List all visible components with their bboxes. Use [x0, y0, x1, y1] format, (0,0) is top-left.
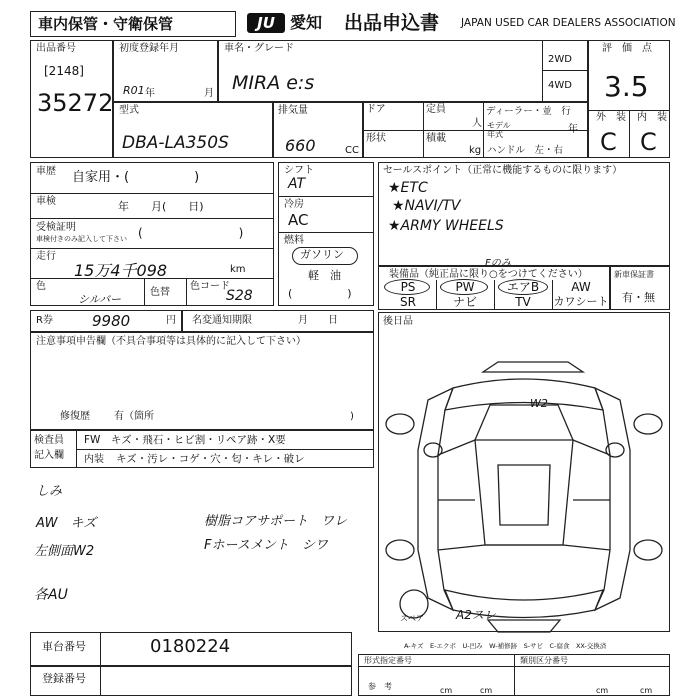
sales-label: セールスポイント（正常に機能するものに限ります） — [383, 165, 623, 176]
color-label: 色 — [36, 281, 46, 292]
drive-divider — [542, 40, 543, 102]
lot-sub: [2148] — [44, 64, 84, 78]
notice-label: 名変通知期限 — [192, 315, 252, 326]
lot-label: 出品番号 — [36, 43, 76, 54]
region-label: 愛知 — [290, 13, 323, 32]
unit-cm-2: cm — [480, 686, 493, 695]
int-label: 内 装 — [637, 112, 667, 123]
wheel-fl — [386, 414, 414, 434]
inspector-row-1: FW キズ・飛石・ヒビ割・リペア跡・X要 — [84, 434, 286, 446]
wheel-fr — [634, 414, 662, 434]
drive-2wd: 2WD — [548, 54, 572, 65]
ac-label: 冷房 — [284, 199, 304, 210]
note-line-1: しみ — [36, 484, 63, 499]
recycle-unit: 円 — [166, 315, 176, 326]
spare-label: スペア — [400, 614, 424, 623]
mech-hline-2 — [278, 232, 374, 233]
color-change-label: 色替 — [150, 287, 170, 298]
category-label: 類別区分番号 — [520, 656, 568, 665]
shift-value: AT — [288, 176, 306, 192]
sales-point-3: ★ARMY WHEELS — [388, 218, 504, 234]
shape-label: 形状 — [366, 133, 386, 144]
spec-vline-1 — [423, 102, 424, 158]
handle-label: ハンドル 左・右 — [487, 145, 564, 156]
association-name: JAPAN USED CAR DEALERS ASSOCIATION — [461, 17, 676, 29]
recycle-label: R券 — [36, 315, 53, 326]
color-value: シルバー — [78, 293, 121, 306]
diagram-roof — [475, 405, 573, 545]
format-vline — [514, 654, 515, 696]
int-value: C — [640, 128, 657, 156]
color-code-label: 色コード — [190, 281, 230, 292]
ref-label: 参 考 — [368, 682, 392, 691]
cap-label: 定員 — [426, 104, 446, 115]
inspection-value: 年 月( 日) — [118, 200, 204, 213]
door-label: ドア — [366, 104, 386, 115]
score-label: 評 価 点 — [602, 43, 652, 54]
inspector-row-2: キズ・汚レ・コゲ・穴・匂・キレ・破レ — [116, 453, 305, 465]
fuel-label: 燃料 — [284, 235, 304, 246]
fuel-diesel: 軽 油 — [308, 269, 341, 282]
reg-label: 初度登録年月 — [119, 43, 179, 54]
mech-hline-1 — [278, 196, 374, 197]
mileage-value: 15万4千098 — [74, 261, 168, 280]
color-vline-2 — [186, 278, 187, 306]
certificate-label: 受検証明 — [36, 222, 76, 233]
shift-label: シフト — [284, 165, 314, 176]
ac-value: AC — [288, 211, 309, 229]
damage-legend: A-キズ E-エクボ U-凹み W-補修跡 S-サビ C-腐食 XX-交換済 — [404, 642, 607, 650]
unit-cm-1: cm — [440, 686, 453, 695]
notice-value: 月 日 — [298, 315, 338, 326]
history-label: 車歴 — [36, 166, 56, 177]
hist-hline-3 — [30, 248, 274, 249]
wheel-rr — [634, 540, 662, 560]
spec-vline-2 — [483, 102, 484, 158]
reg-value: R01 — [123, 84, 145, 97]
fuel-gas: ガソリン — [300, 248, 344, 261]
chassis-label: 車台番号 — [42, 640, 86, 653]
certificate-paren: ( ) — [138, 226, 244, 240]
lot-number: 35272 — [37, 89, 114, 117]
mileage-label: 走行 — [36, 251, 56, 262]
unit-cm-4: cm — [640, 686, 653, 695]
equip-airbag: エアB — [506, 280, 540, 294]
equipment-label: 装備品（純正品に限り○をつけてください） — [389, 269, 588, 280]
type-label: 型式 — [119, 105, 139, 116]
note-line-4: 左側面W2 — [34, 544, 95, 559]
unit-cm-3: cm — [596, 686, 609, 695]
equip-tv: TV — [515, 295, 531, 309]
car-diagram — [378, 340, 670, 640]
rear-mark: A2スレ — [456, 608, 496, 622]
cap-unit: 人 — [472, 118, 482, 129]
roof-mark: W2 — [530, 397, 548, 410]
equip-aw: AW — [571, 280, 591, 294]
sales-point-1: ★ETC — [388, 180, 428, 196]
recycle-value: 9980 — [92, 312, 131, 330]
back-seat-label: 後日品 — [383, 316, 413, 327]
reg-year-unit: 年 — [145, 88, 155, 99]
type-value: DBA-LA350S — [122, 133, 229, 153]
sales-point-2: ★NAVI/TV — [392, 198, 461, 214]
drive-hline — [542, 70, 588, 71]
format-label: 形式指定番号 — [364, 656, 412, 665]
color-vline-1 — [144, 278, 145, 306]
note-line-5: Fホースメント シワ — [204, 538, 328, 553]
ext-label: 外 装 — [596, 112, 626, 123]
chassis-value: 0180224 — [150, 636, 231, 657]
color-code-value: S28 — [226, 288, 253, 304]
disp-unit: CC — [345, 145, 359, 156]
equip-ps: PS — [400, 280, 416, 294]
score-vline — [629, 110, 630, 158]
inspector-hline — [76, 449, 374, 450]
model-label: 車名・グレード — [224, 43, 294, 54]
spec-hline — [363, 130, 588, 131]
reg-no-label: 登録番号 — [42, 672, 86, 685]
equip-leather: カワシート — [553, 295, 609, 308]
diagram-right-side — [595, 388, 630, 610]
note-line-2: AW キズ — [36, 516, 97, 531]
hist-hline-1 — [30, 193, 274, 194]
note-line-6: 各AU — [34, 587, 68, 603]
load-unit: kg — [469, 145, 482, 156]
repair-close: ) — [350, 411, 354, 422]
diagram-trunk — [488, 620, 560, 632]
equip-pw: PW — [455, 280, 475, 294]
fuel-paren: ( ) — [288, 287, 352, 300]
disp-label: 排気量 — [278, 105, 308, 116]
diagram-roof-panel — [498, 465, 550, 525]
model-year-label: モデル年式 — [487, 121, 511, 139]
load-label: 積載 — [426, 133, 446, 144]
mileage-unit: km — [230, 264, 246, 275]
diagram-hood-top — [483, 362, 583, 372]
equip-navi: ナビ — [452, 295, 477, 309]
note-line-3: 樹脂コアサポート ワレ — [204, 514, 348, 529]
score-value: 3.5 — [604, 70, 649, 103]
repair-value: 有（箇所 — [114, 411, 154, 422]
reg-month-unit: 月 — [204, 88, 214, 99]
repair-label: 修復歴 — [60, 411, 90, 422]
equip-sr: SR — [400, 295, 416, 309]
dealer-label: ディーラー・並 行 — [486, 106, 571, 117]
storage-label: 車内保管・守衛保管 — [38, 15, 174, 33]
model-value: MIRA e:s — [232, 72, 315, 94]
reg-no-vline — [100, 666, 101, 696]
wheel-rl — [386, 540, 414, 560]
inspector-label-1: 検査員 — [34, 435, 64, 446]
ju-logo — [247, 13, 285, 33]
manual-value: 有・無 — [622, 291, 655, 304]
diagram-left-side — [418, 388, 453, 610]
logo-text: JU — [257, 14, 275, 32]
manual-label: 新車保証書 — [614, 270, 654, 279]
disp-value: 660 — [285, 136, 316, 155]
history-value: 自家用・( ) — [72, 170, 200, 185]
chassis-vline — [100, 632, 101, 666]
inspector-vline — [76, 430, 77, 468]
inspector-row-2-label: 内装 — [84, 454, 104, 465]
notes-header: 注意事項申告欄（不具合事項等は具体的に記入して下さい） — [36, 336, 306, 347]
inspector-label-2: 記入欄 — [34, 450, 64, 461]
inspection-label: 車検 — [36, 196, 56, 207]
sales-box — [378, 162, 670, 266]
ext-value: C — [600, 128, 617, 156]
equipment-note: Fのみ — [485, 258, 511, 269]
hist-hline-2 — [30, 218, 274, 219]
model-year-unit: 年 — [568, 124, 578, 135]
form-title: 出品申込書 — [344, 12, 440, 34]
drive-4wd: 4WD — [548, 80, 572, 91]
certificate-sub: 車検付きのみ記入して下さい — [36, 235, 127, 243]
